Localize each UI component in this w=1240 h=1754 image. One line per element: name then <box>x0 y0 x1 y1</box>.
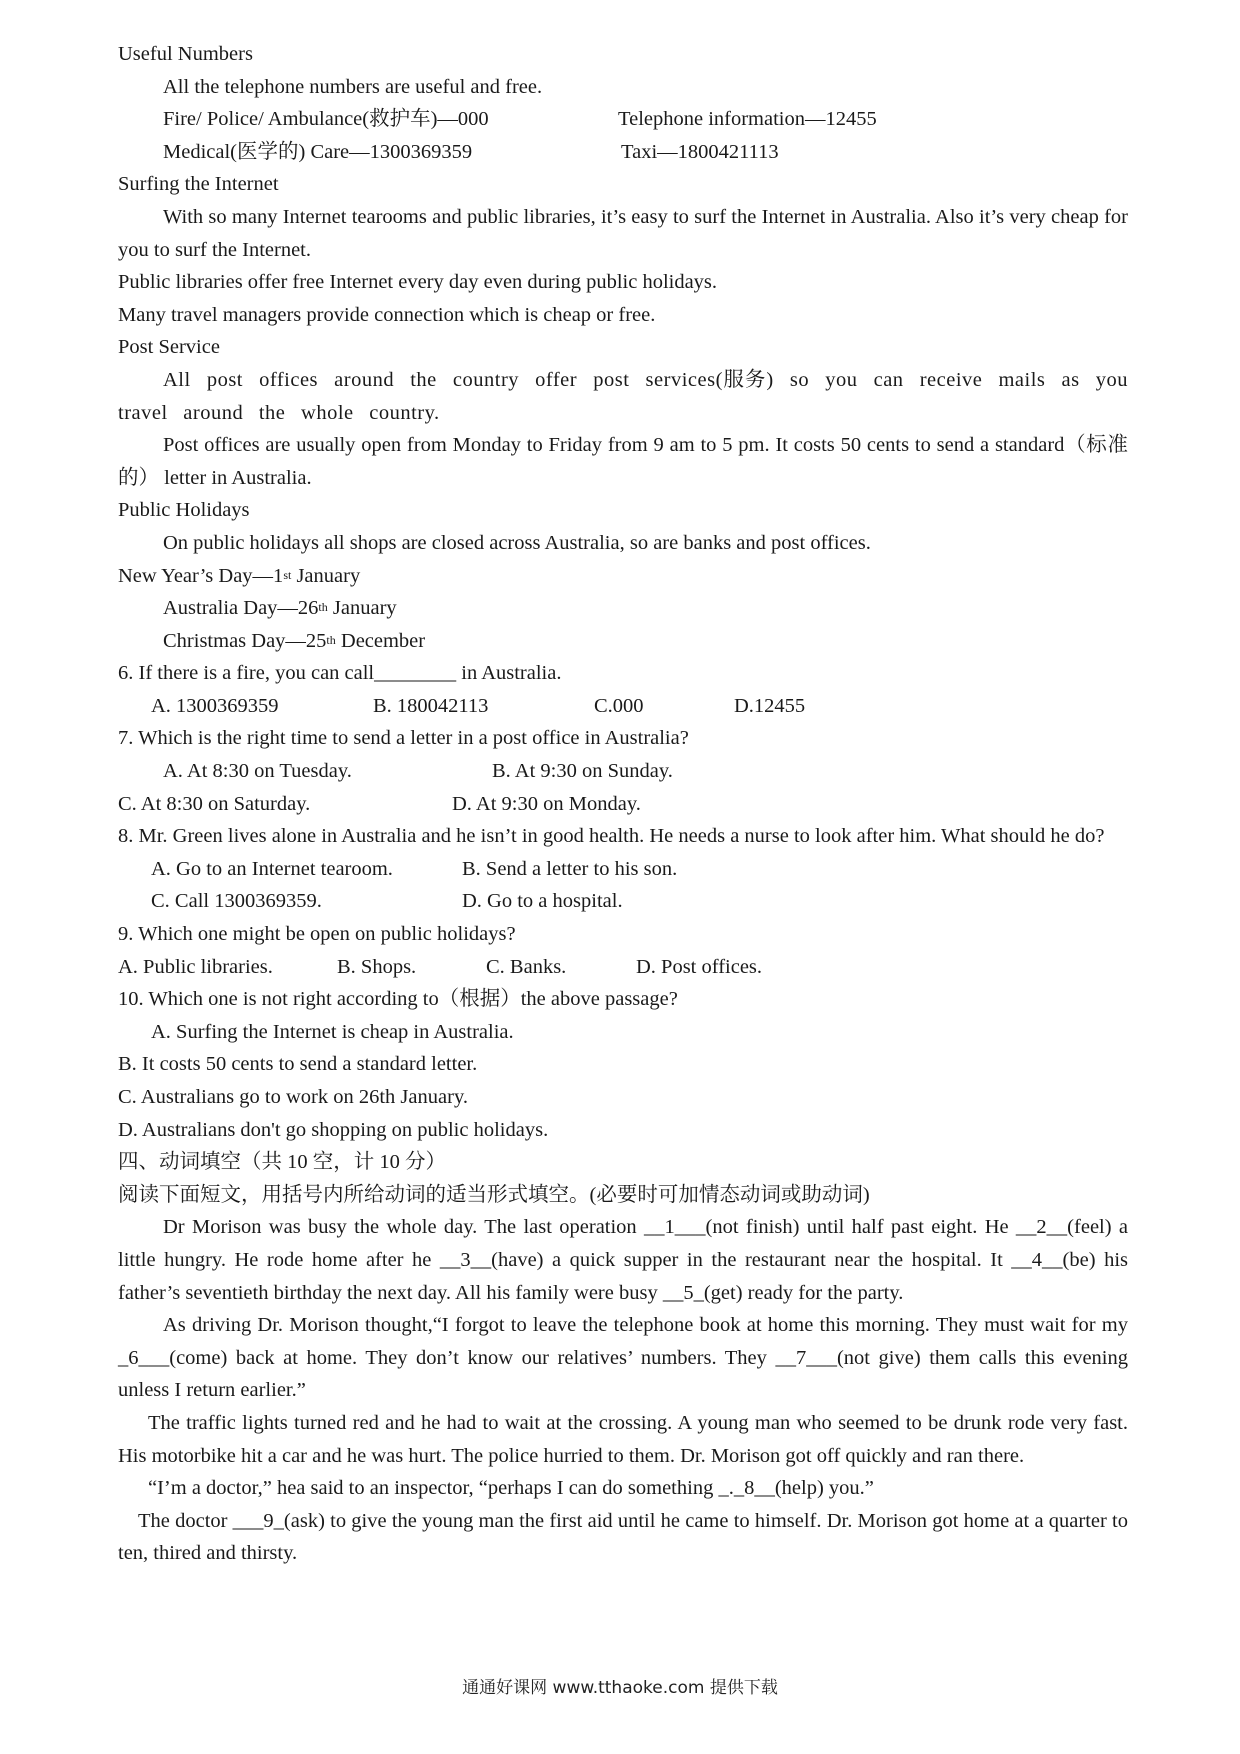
option: B. Send a letter to his son. <box>462 857 678 880</box>
option: A. 1300369359 <box>151 694 279 717</box>
option: D. Post offices. <box>636 955 763 978</box>
option: C. Call 1300369359. <box>151 890 322 913</box>
useful-numbers-intro: All the telephone numbers are useful and free. <box>163 75 543 98</box>
post-paragraph-2: Post offices are usually open from Monday to Friday from 9 am to 5 pm. It costs 50 cents to send a standard（标准的） letter in Australia. <box>118 434 1128 489</box>
question-10-option-b: B. It costs 50 cents to send a standard letter. <box>118 1053 478 1076</box>
internet-heading: Surfing the Internet <box>118 173 279 196</box>
question-8-options-ab <box>118 853 1128 886</box>
option: C. Banks. <box>486 955 567 978</box>
option: B. Shops. <box>337 955 417 978</box>
option: A. At 8:30 on Tuesday. <box>163 760 352 783</box>
question-6: 6. If there is a fire, you can call________ in Australia. <box>118 662 562 685</box>
question-10-option-d: D. Australians don't go shopping on public holidays. <box>118 1118 549 1141</box>
option: C. At 8:30 on Saturday. <box>118 792 311 815</box>
option: B. At 9:30 on Sunday. <box>492 760 673 783</box>
question-7-options-ab <box>118 755 1128 788</box>
holidays-paragraph: On public holidays all shops are closed across Australia, so are banks and post offices. <box>163 531 871 554</box>
holidays-heading: Public Holidays <box>118 499 250 522</box>
post-paragraph-1: All post offices around the country offer post services(服务) so you can receive mails as you travel around the whole country. <box>118 368 1128 424</box>
question-10-option-c: C. Australians go to work on 26th January. <box>118 1086 468 1108</box>
holiday-christmas: Christmas Day—25th December <box>163 629 426 652</box>
cloze-paragraph-2: As driving Dr. Morison thought,“I forgot to leave the telephone book at home this morning. They must wait for my _6___(come) back at home. They don’t know our relatives’ numbers. They __7___(not give) them calls this evening unless I return earlier.” <box>118 1314 1128 1402</box>
cloze-paragraph-1: Dr Morison was busy the whole day. The last operation __1___(not finish) until half past eight. He __2__(feel) a little hungry. He rode home after he __3__(have) a quick supper in the restaurant near the hospital. It __4__(be) his father’s seventieth birthday the next day. All his family were busy __5_(get) ready for the party. <box>118 1216 1128 1304</box>
question-7-options-cd <box>118 788 1128 821</box>
phone-row-1 <box>118 103 1128 136</box>
internet-paragraph-3: Many travel managers provide connection which is cheap or free. <box>118 303 656 326</box>
option: D.12455 <box>734 694 806 717</box>
page-footer: 通通好课网 www.tthaoke.com 提供下载 <box>462 1678 778 1698</box>
taxi-number: Taxi—1800421113 <box>621 140 779 163</box>
option: A. Go to an Internet tearoom. <box>151 857 393 880</box>
holiday-australia-day: Australia Day—26th January <box>163 597 397 620</box>
question-10-option-a: A. Surfing the Internet is cheap in Australia. <box>151 1020 514 1043</box>
document-page <box>118 38 1128 1570</box>
option: B. 180042113 <box>373 694 489 717</box>
section-4-instruction: 阅读下面短文，用括号内所给动词的适当形式填空。(必要时可加情态动词或助动词) <box>118 1183 870 1206</box>
question-10: 10. Which one is not right according to（根据）the above passage? <box>118 988 678 1011</box>
phone-row-2 <box>118 136 1128 169</box>
holiday-new-year: New Year’s Day—1st January <box>118 564 361 587</box>
emergency-number: Fire/ Police/ Ambulance(救护车)—000 <box>163 108 489 131</box>
option: C.000 <box>594 694 644 717</box>
cloze-paragraph-3: The traffic lights turned red and he had to wait at the crossing. A young man who seemed to be drunk rode very fast. His motorbike hit a car and he was hurt. The police hurried to them. Dr. Morison got off quickly and ran there. <box>118 1411 1128 1467</box>
telephone-info-number: Telephone information—12455 <box>618 108 877 131</box>
option: A. Public libraries. <box>118 955 273 978</box>
option: D. Go to a hospital. <box>462 890 623 913</box>
question-9-options <box>118 951 1128 984</box>
cloze-paragraph-4: “I’m a doctor,” hea said to an inspector, “perhaps I can do something _._8__(help) you.” <box>148 1477 874 1500</box>
question-7: 7. Which is the right time to send a letter in a post office in Australia? <box>118 727 689 750</box>
section-4-heading: 四、动词填空（共 10 空，计 10 分） <box>118 1151 446 1174</box>
internet-paragraph-2: Public libraries offer free Internet every day even during public holidays. <box>118 271 718 294</box>
internet-paragraph-1: With so many Internet tearooms and public libraries, it’s easy to surf the Internet in Australia. Also it’s very cheap for you to surf the Internet. <box>118 205 1128 261</box>
question-8: 8. Mr. Green lives alone in Australia and he isn’t in good health. He needs a nurse to look after him. What should he do? <box>118 825 1105 848</box>
cloze-paragraph-5: The doctor ___9_(ask) to give the young man the first aid until he came to himself. Dr. Morison got home at a quarter to ten, thired and thirsty. <box>118 1509 1128 1565</box>
question-6-options <box>118 690 1128 723</box>
option: D. At 9:30 on Monday. <box>452 792 641 815</box>
useful-numbers-heading: Useful Numbers <box>118 43 253 65</box>
post-heading: Post Service <box>118 336 220 359</box>
question-8-options-cd <box>118 885 1128 918</box>
question-9: 9. Which one might be open on public holidays? <box>118 923 516 946</box>
medical-care-number: Medical(医学的) Care—1300369359 <box>163 140 473 163</box>
